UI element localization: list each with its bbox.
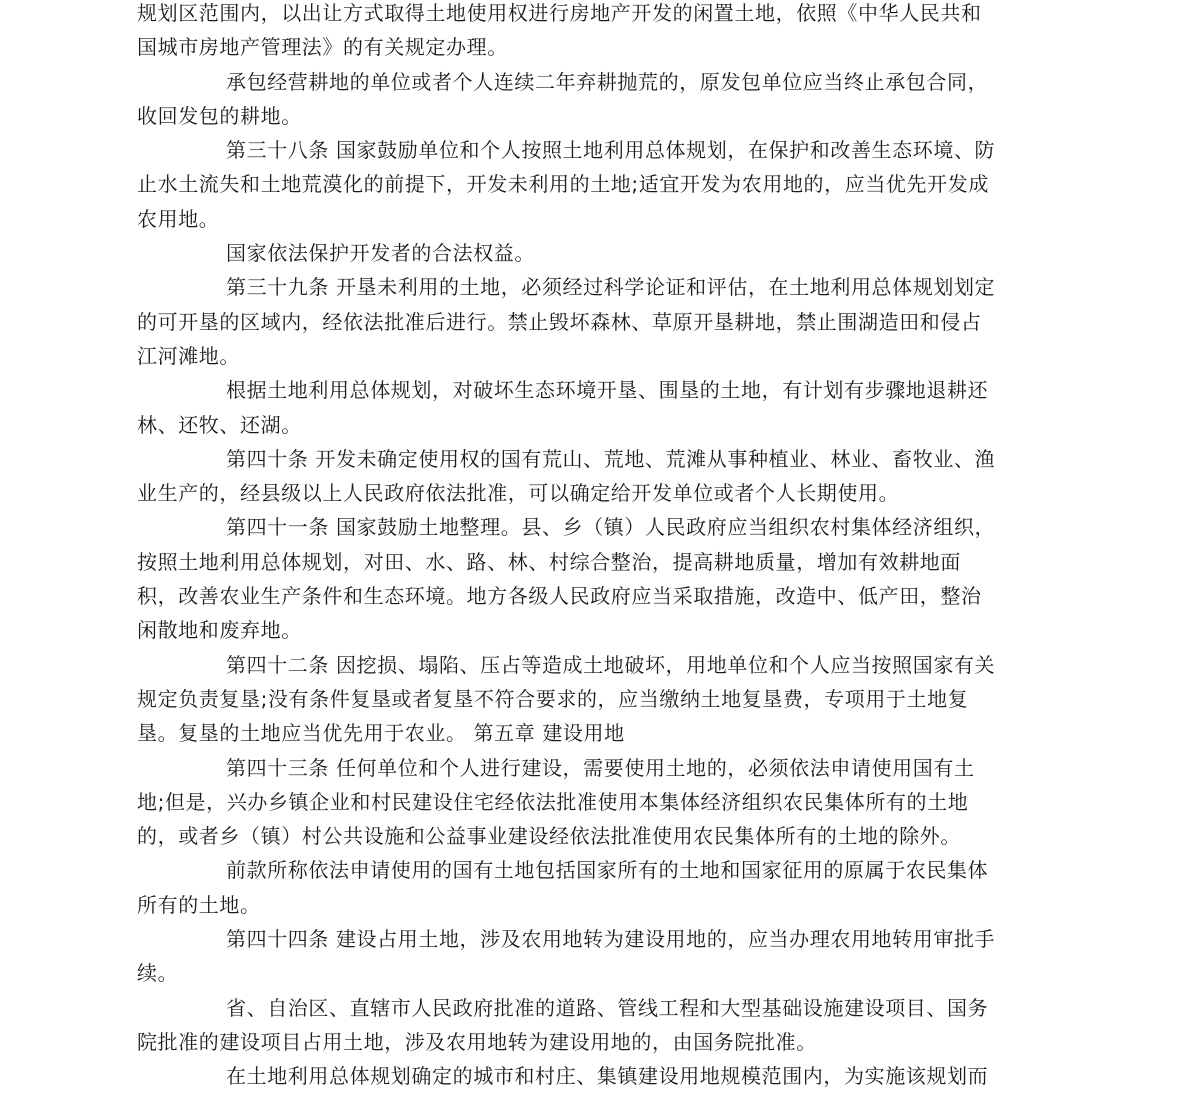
paragraph-start-line: 第四十条 开发未确定使用权的国有荒山、荒地、荒滩从事种植业、林业、畜牧业、渔 [226,446,996,471]
text-line: 的可开垦的区域内，经依法批准后进行。禁止毁坏森林、草原开垦耕地，禁止围湖造田和侵占 [137,309,982,334]
paragraph-start-line: 省、自治区、直辖市人民政府批准的道路、管线工程和大型基础设施建设项目、国务 [226,995,989,1020]
text-line: 的，或者乡（镇）村公共设施和公益事业建设经依法批准使用农民集体所有的土地的除外。 [137,824,961,849]
text-line: 闲散地和废弃地。 [137,618,302,643]
paragraph-start-line: 承包经营耕地的单位或者个人连续二年弃耕抛荒的，原发包单位应当终止承包合同， [226,69,989,94]
text-line: 国城市房地产管理法》的有关规定办理。 [137,35,508,60]
paragraph-start-line: 根据土地利用总体规划，对破坏生态环境开垦、围垦的土地，有计划有步骤地退耕还 [226,378,989,403]
paragraph-start-line: 第四十三条 任何单位和个人进行建设，需要使用土地的，必须依法申请使用国有土 [226,755,975,780]
text-line: 积，改善农业生产条件和生态环境。地方各级人民政府应当采取措施，改造中、低产田，整治 [137,584,982,609]
paragraph-start-line: 第三十九条 开垦未利用的土地，必须经过科学论证和评估，在土地利用总体规划划定 [226,275,996,300]
text-line: 院批准的建设项目占用土地，涉及农用地转为建设用地的，由国务院批准。 [137,1029,817,1054]
text-line: 江河滩地。 [137,343,240,368]
paragraph-start-line: 前款所称依法申请使用的国有土地包括国家所有的土地和国家征用的原属于农民集体 [226,858,989,883]
text-line: 垦。复垦的土地应当优先用于农业。 第五章 建设用地 [137,721,625,746]
text-line: 规划区范围内，以出让方式取得土地使用权进行房地产开发的闲置土地，依照《中华人民共和 [137,1,982,25]
text-line: 农用地。 [137,206,220,231]
text-line: 按照土地利用总体规划，对田、水、路、林、村综合整治，提高耕地质量，增加有效耕地面 [137,549,961,574]
paragraph-start-line: 第四十一条 国家鼓励土地整理。县、乡（镇）人民政府应当组织农村集体经济组织， [226,515,996,540]
text-line: 所有的土地。 [137,892,261,917]
text-line: 林、还牧、还湖。 [137,412,302,437]
document-body [137,0,1077,1094]
paragraph-start-line: 国家依法保护开发者的合法权益。 [226,241,535,266]
text-line: 规定负责复垦;没有条件复垦或者复垦不符合要求的，应当缴纳土地复垦费，专项用于土地复 [137,686,969,711]
paragraph-start-line: 第四十二条 因挖损、塌陷、压占等造成土地破坏，用地单位和个人应当按照国家有关 [226,652,996,677]
paragraph-start-line: 在土地利用总体规划确定的城市和村庄、集镇建设用地规模范围内，为实施该规划而 [226,1064,989,1089]
text-line: 止水土流失和土地荒漠化的前提下，开发未利用的土地;适宜开发为农用地的，应当优先开发成 [137,172,989,197]
text-line: 地;但是，兴办乡镇企业和村民建设住宅经依法批准使用本集体经济组织农民集体所有的土地 [137,789,969,814]
text-line: 续。 [137,961,179,986]
paragraph-start-line: 第四十四条 建设占用土地，涉及农用地转为建设用地的，应当办理农用地转用审批手 [226,927,996,952]
paragraph-start-line: 第三十八条 国家鼓励单位和个人按照土地利用总体规划，在保护和改善生态环境、防 [226,138,996,163]
text-line: 业生产的，经县级以上人民政府依法批准，可以确定给开发单位或者个人长期使用。 [137,481,900,506]
text-line: 收回发包的耕地。 [137,103,302,128]
